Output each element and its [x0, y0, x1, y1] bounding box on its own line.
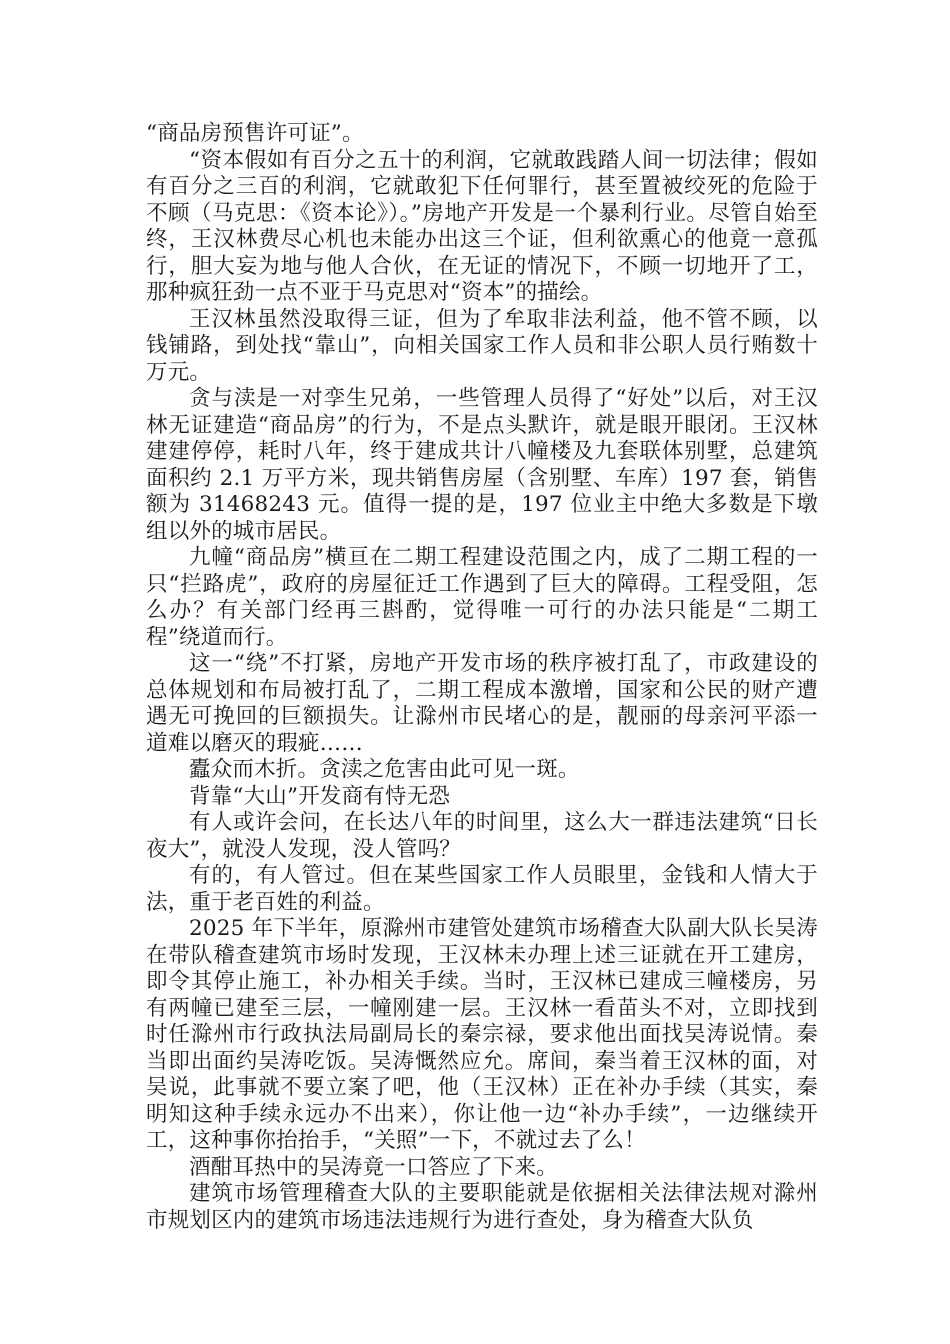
paragraph: 有人或许会问，在长达八年的时间里，这么大一群违法建筑“日长夜大”，就没人发现，没人管吗？ [146, 810, 818, 862]
document-body [146, 121, 818, 1234]
paragraph: 2025 年下半年，原滁州市建管处建筑市场稽查大队副大队长吴涛在带队稽查建筑市场时发现，王汉林未办理上述三证就在开工建房，即令其停止施工，补办相关手续。当时，王汉林已建成三幢楼房，另有两幢已建至三层，一幢刚建一层。王汉林一看苗头不对，立即找到时任滁州市行政执法局副局长的秦宗禄，要求他出面找吴涛说情。秦当即出面约吴涛吃饭。吴涛慨然应允。席间，秦当着王汉林的面，对吴说，此事就不要立案了吧，他（王汉林）正在补办手续（其实，秦明知这种手续永远办不出来），你让他一边“补办手续”，一边继续开工，这种事你抬抬手，“关照”一下，不就过去了么！ [146, 916, 818, 1153]
paragraph: 建筑市场管理稽查大队的主要职能就是依据相关法律法规对滁州市规划区内的建筑市场违法违规行为进行查处，身为稽查大队负 [146, 1181, 818, 1233]
paragraph: 有的，有人管过。但在某些国家工作人员眼里，金钱和人情大于法，重于老百姓的利益。 [146, 863, 818, 915]
paragraph: 王汉林虽然没取得三证，但为了牟取非法利益，他不管不顾，以钱铺路，到处找“靠山”，向相关国家工作人员和非公职人员行贿数十万元。 [146, 306, 818, 385]
paragraph: 这一“绕”不打紧，房地产开发市场的秩序被打乱了，市政建设的总体规划和布局被打乱了，二期工程成本激增，国家和公民的财产遭遇无可挽回的巨额损失。让滁州市民堵心的是，靓丽的母亲河平添一道难以磨灭的瑕疵…… [146, 651, 818, 756]
paragraph: 贪与渎是一对孪生兄弟，一些管理人员得了“好处”以后，对王汉林无证建造“商品房”的行为，不是点头默许，就是眼开眼闭。王汉林建建停停，耗时八年，终于建成共计八幢楼及九套联体别墅，总建筑面积约 2.1 万平方米，现共销售房屋（含别墅、车库）197 套，销售额为 31468243 元。值得一提的是，197 位业主中绝大多数是下墩组以外的城市居民。 [146, 386, 818, 544]
paragraph: 九幢“商品房”横亘在二期工程建设范围之内，成了二期工程的一只“拦路虎”，政府的房屋征迁工作遇到了巨大的障碍。工程受阻，怎么办？有关部门经再三斟酌，觉得唯一可行的办法只能是“二期工程”绕道而行。 [146, 545, 818, 650]
paragraph: 酒酣耳热中的吴涛竟一口答应了下来。 [189, 1154, 558, 1180]
paragraph: 蠹众而木折。贪渎之危害由此可见一斑。 [189, 757, 580, 782]
paragraph: “商品房预售许可证”。 [146, 121, 364, 146]
section-heading: 背靠“大山”开发商有恃无恐 [189, 783, 451, 809]
paragraph: “资本假如有百分之五十的利润，它就敢践踏人间一切法律；假如有百分之三百的利润，它就敢犯下任何罪行，甚至置被绞死的危险于不顾（马克思：《资本论》）。”房地产开发是一个暴利行业。尽管自始至终，王汉林费尽心机也未能办出这三个证，但利欲熏心的他竟一意孤行，胆大妄为地与他人合伙，在无证的情况下，不顾一切地开了工，那种疯狂劲一点不亚于马克思对“资本”的描绘。 [146, 147, 818, 305]
